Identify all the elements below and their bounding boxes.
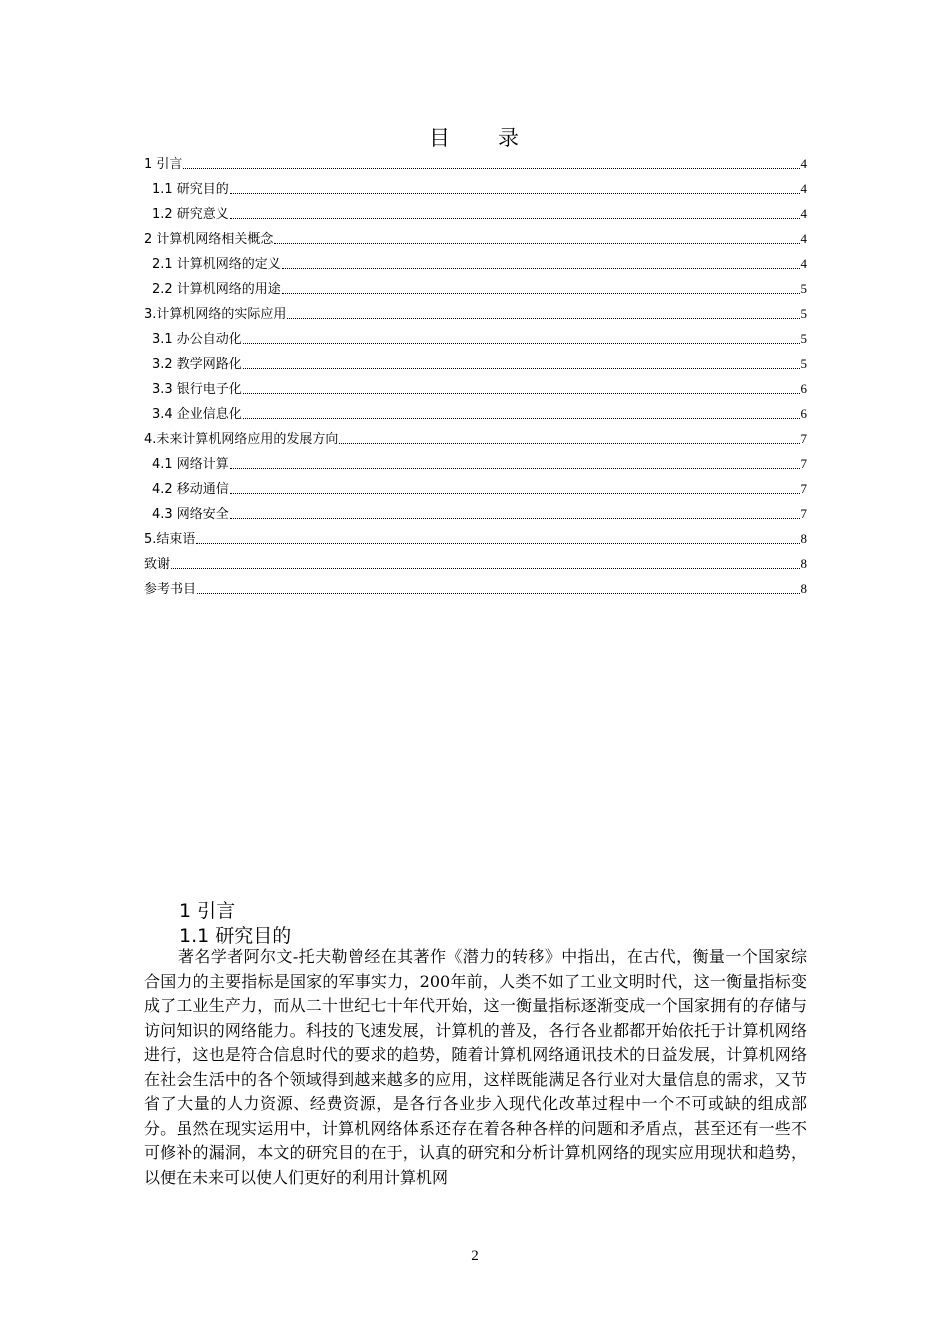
toc-entry[interactable] (144, 476, 807, 501)
toc-entry-label: 1 引言 (144, 157, 183, 172)
toc-entry-page: 6 (800, 381, 807, 396)
toc-entry-page: 5 (800, 356, 807, 371)
toc-entry-page: 7 (800, 431, 807, 446)
toc-entry[interactable] (144, 526, 807, 551)
toc-leader-dots (282, 276, 800, 294)
toc-entry[interactable] (144, 176, 807, 201)
toc-entry[interactable] (144, 501, 807, 526)
toc-entry[interactable] (144, 151, 807, 176)
toc-entry[interactable] (144, 401, 807, 426)
toc-entry-page: 4 (800, 256, 807, 271)
toc-entry[interactable] (144, 351, 807, 376)
toc-leader-dots (230, 476, 800, 494)
toc-entry-label: 3.1 办公自动化 (152, 332, 242, 347)
toc-entry-page: 4 (800, 206, 807, 221)
toc-entry-label: 参考书目 (144, 582, 197, 597)
toc-entry[interactable] (144, 276, 807, 301)
toc-entry[interactable] (144, 326, 807, 351)
toc-entry-page: 4 (800, 156, 807, 171)
table-of-contents (144, 151, 807, 601)
toc-entry-page: 4 (800, 181, 807, 196)
toc-entry-label: 1.1 研究目的 (152, 182, 229, 197)
toc-leader-dots (274, 226, 799, 244)
toc-entry-label: 4.2 移动通信 (152, 482, 229, 497)
toc-entry-page: 5 (800, 306, 807, 321)
toc-leader-dots (230, 201, 800, 219)
toc-entry-label: 2.1 计算机网络的定义 (152, 257, 281, 272)
toc-entry-page: 6 (800, 406, 807, 421)
toc-entry-page: 5 (800, 281, 807, 296)
toc-entry-page: 7 (800, 506, 807, 521)
toc-entry-label: 4.未来计算机网络应用的发展方向 (144, 432, 339, 447)
toc-entry-page: 7 (800, 481, 807, 496)
body-paragraph: 著名学者阿尔文-托夫勒曾经在其著作《潜力的转移》中指出，在古代，衡量一个国家综合国力的主要指标是国家的军事实力，200年前，人类不如了工业文明时代，这一衡量指标变成了工业生产力，而从二十世纪七十年代开始，这一衡量指标逐渐变成一个国家拥有的存储与访问知识的网络能力。科技的飞速发展，计算机的普及，各行各业都都开始依托于计算机网络进行，这也是符合信息时代的要求的趋势，随着计算机网络通讯技术的日益发展，计算机网络在社会生活中的各个领域得到越来越多的应用，这样既能满足各行业对大量信息的需求，又节省了大量的人力资源、经费资源，是各行各业步入现代化改革过程中一个不可或缺的组成部分。虽然在现实运用中，计算机网络体系还存在着各种各样的问题和矛盾点，甚至还有一些不可修补的漏洞，本文的研究目的在于，认真的研究和分析计算机网络的现实应用现状和趋势，以便在未来可以使人们更好的利用计算机网 (144, 947, 807, 1187)
toc-entry-label: 3.3 银行电子化 (152, 382, 242, 397)
toc-entry-label: 3.2 教学网路化 (152, 357, 242, 372)
toc-entry-page: 8 (800, 531, 807, 546)
toc-leader-dots (243, 376, 800, 394)
toc-entry[interactable] (144, 201, 807, 226)
toc-leader-dots (197, 576, 799, 594)
toc-leader-dots (287, 301, 799, 319)
toc-entry[interactable] (144, 301, 807, 326)
toc-leader-dots (243, 326, 800, 344)
toc-title: 目 录 (429, 126, 521, 150)
toc-entry-label: 3.计算机网络的实际应用 (144, 307, 287, 322)
toc-entry[interactable] (144, 451, 807, 476)
toc-entry[interactable] (144, 251, 807, 276)
section-heading: 1 引言 (179, 900, 236, 922)
toc-leader-dots (230, 451, 800, 469)
toc-entry-label: 4.3 网络安全 (152, 507, 229, 522)
toc-entry-page: 4 (800, 231, 807, 246)
toc-entry-page: 5 (800, 331, 807, 346)
toc-entry[interactable] (144, 376, 807, 401)
toc-entry-page: 8 (800, 581, 807, 596)
toc-leader-dots (282, 251, 800, 269)
toc-entry-label: 2 计算机网络相关概念 (144, 232, 274, 247)
toc-entry[interactable] (144, 576, 807, 601)
toc-entry[interactable] (144, 226, 807, 251)
toc-leader-dots (243, 401, 800, 419)
toc-entry[interactable] (144, 426, 807, 451)
subsection-heading: 1.1 研究目的 (179, 925, 292, 947)
toc-entry-label: 2.2 计算机网络的用途 (152, 282, 281, 297)
toc-entry-label: 5.结束语 (144, 532, 196, 547)
toc-entry-page: 7 (800, 456, 807, 471)
toc-leader-dots (196, 526, 799, 544)
toc-leader-dots (339, 426, 799, 444)
toc-leader-dots (243, 351, 800, 369)
page-number: 2 (471, 1248, 479, 1264)
toc-leader-dots (230, 501, 800, 519)
toc-entry-page: 8 (800, 556, 807, 571)
toc-entry-label: 4.1 网络计算 (152, 457, 229, 472)
toc-entry-label: 1.2 研究意义 (152, 207, 229, 222)
toc-entry-label: 致谢 (144, 557, 171, 572)
toc-entry[interactable] (144, 551, 807, 576)
toc-leader-dots (230, 176, 800, 194)
toc-entry-label: 3.4 企业信息化 (152, 407, 242, 422)
toc-leader-dots (183, 151, 799, 169)
toc-leader-dots (171, 551, 799, 569)
